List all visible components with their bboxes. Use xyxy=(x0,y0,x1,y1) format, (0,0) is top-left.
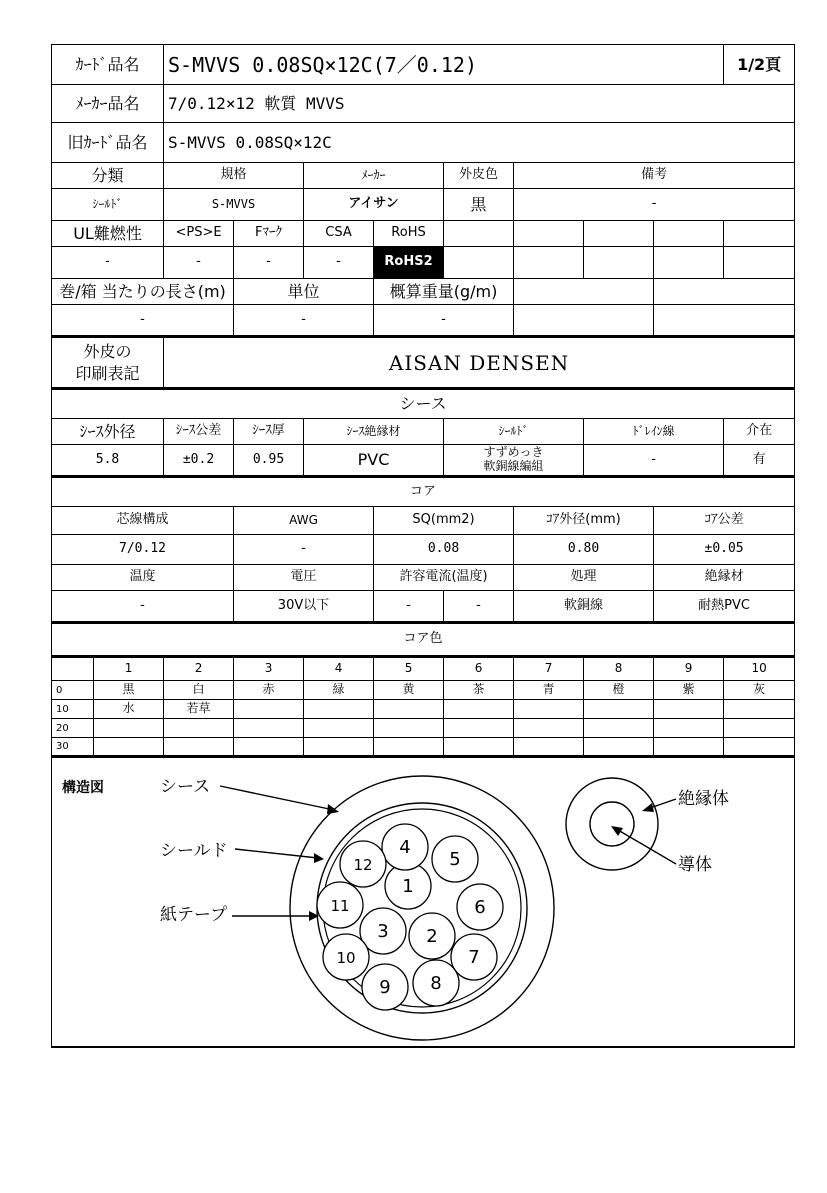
color-col-6: 6 xyxy=(444,657,514,681)
old-card-value: S-MVVS 0.08SQ×12C xyxy=(164,123,795,163)
color-cell: 橙 xyxy=(584,681,654,700)
core-value-temp: - xyxy=(52,591,234,623)
color-col-10: 10 xyxy=(724,657,795,681)
len-value-unit: - xyxy=(234,305,374,337)
sheath-value-shield xyxy=(444,445,584,477)
insulator-circle xyxy=(566,778,658,870)
leader-shield xyxy=(235,849,318,858)
core-color-title: コア色 xyxy=(52,623,795,657)
structure-diagram xyxy=(52,758,793,1044)
color-cell: 赤 xyxy=(234,681,304,700)
core-number-7: 7 xyxy=(468,947,480,968)
color-cell: 若草 xyxy=(164,700,234,719)
core-header-sq: SQ(mm2) xyxy=(374,507,514,535)
core-value-current: - xyxy=(374,591,444,623)
core-number-4: 4 xyxy=(399,837,411,858)
label-shield: シールド xyxy=(160,841,228,861)
sheath-header-od: ｼｰｽ外径 xyxy=(52,419,164,445)
arrowhead-shield xyxy=(314,853,324,863)
sheath-title: シース xyxy=(52,389,795,419)
maker-name-value: 7/0.12×12 軟質 MVVS xyxy=(164,85,795,123)
rohs2-badge: RoHS2 xyxy=(374,247,444,279)
core-value-awg: - xyxy=(234,535,374,565)
core-number-1: 1 xyxy=(402,876,414,897)
sheath-header-material: ｼｰｽ絶縁材 xyxy=(304,419,444,445)
sheath-header-filler: 介在 xyxy=(724,419,795,445)
shield-line1: すずめっき xyxy=(483,445,544,460)
label-sheath: シース xyxy=(160,777,211,797)
cable-spec-sheet xyxy=(51,44,794,1064)
color-col-8: 8 xyxy=(584,657,654,681)
sheath-value-drain: - xyxy=(584,445,724,477)
len-value-length: - xyxy=(52,305,234,337)
color-col-4: 4 xyxy=(304,657,374,681)
sheath-value-tol: ±0.2 xyxy=(164,445,234,477)
color-row-label-30: 30 xyxy=(52,738,94,757)
core-number-6: 6 xyxy=(474,897,486,918)
leader-sheath xyxy=(220,786,334,810)
std-value-pse: - xyxy=(164,247,234,279)
std-value-ul: - xyxy=(52,247,164,279)
arrowhead-conductor xyxy=(611,826,623,836)
class-value-standard: S-MVVS xyxy=(164,189,304,221)
color-cell: 白 xyxy=(164,681,234,700)
label-paper-tape: 紙テープ xyxy=(160,905,228,925)
class-value-category: ｼｰﾙﾄﾞ xyxy=(52,189,164,221)
shield-line2: 軟銅線編組 xyxy=(483,459,544,473)
core-header-temp: 温度 xyxy=(52,565,234,591)
len-value-weight: - xyxy=(374,305,514,337)
sheath-header-thick: ｼｰｽ厚 xyxy=(234,419,304,445)
cable-cross-section xyxy=(290,776,554,1040)
class-value-color: 黒 xyxy=(444,189,514,221)
print-label xyxy=(52,337,164,389)
color-col-9: 9 xyxy=(654,657,724,681)
single-core-detail xyxy=(566,778,729,875)
std-value-fmark: - xyxy=(234,247,304,279)
core-number-9: 9 xyxy=(379,977,391,998)
std-header-csa: CSA xyxy=(304,221,374,247)
std-header-rohs: RoHS xyxy=(374,221,444,247)
sheath-value-thick: 0.95 xyxy=(234,445,304,477)
len-header-weight: 概算重量(g/m) xyxy=(374,279,514,305)
core-number-10: 10 xyxy=(336,949,356,967)
arrowhead-insulator xyxy=(642,803,654,812)
core-header-od: ｺｱ外径(mm) xyxy=(514,507,654,535)
color-cell: 茶 xyxy=(444,681,514,700)
core-value-tol: ±0.05 xyxy=(654,535,795,565)
core-number-5: 5 xyxy=(449,849,461,870)
color-col-5: 5 xyxy=(374,657,444,681)
class-header-remarks: 備考 xyxy=(514,163,795,189)
std-header-ul: UL難燃性 xyxy=(52,221,164,247)
core-number-11: 11 xyxy=(330,897,350,915)
core-header-current: 許容電流(温度) xyxy=(374,565,514,591)
print-text: AISAN DENSEN xyxy=(164,337,795,389)
page-label: 1/2頁 xyxy=(724,45,795,85)
color-col-1: 1 xyxy=(94,657,164,681)
label-insulator: 絶縁体 xyxy=(678,789,729,809)
structure-diagram-cell xyxy=(52,757,795,1048)
arrowhead-sheath xyxy=(327,804,339,814)
print-label-line2: 印刷表記 xyxy=(75,363,140,383)
spec-table xyxy=(51,44,795,1048)
sheath-value-od: 5.8 xyxy=(52,445,164,477)
class-header-color: 外皮色 xyxy=(444,163,514,189)
color-col-7: 7 xyxy=(514,657,584,681)
core-value-current-temp: - xyxy=(444,591,514,623)
maker-name-label: ﾒｰｶｰ品名 xyxy=(52,85,164,123)
color-col-3: 3 xyxy=(234,657,304,681)
color-cell: 紫 xyxy=(654,681,724,700)
core-value-od: 0.80 xyxy=(514,535,654,565)
sheath-header-tol: ｼｰｽ公差 xyxy=(164,419,234,445)
class-header-standard: 規格 xyxy=(164,163,304,189)
core-header-tol: ｺｱ公差 xyxy=(654,507,795,535)
core-value-sq: 0.08 xyxy=(374,535,514,565)
len-header-length: 巻/箱 当たりの長さ(m) xyxy=(52,279,234,305)
color-cell: 水 xyxy=(94,700,164,719)
sheath-value-filler: 有 xyxy=(724,445,795,477)
color-cell: 灰 xyxy=(724,681,795,700)
color-row-label-0: 0 xyxy=(52,681,94,700)
std-header-pse: <PS>E xyxy=(164,221,234,247)
sheath-header-drain: ﾄﾞﾚｲﾝ線 xyxy=(584,419,724,445)
core-value-treatment: 軟銅線 xyxy=(514,591,654,623)
len-header-unit: 単位 xyxy=(234,279,374,305)
color-cell: 黒 xyxy=(94,681,164,700)
core-value-voltage: 30V以下 xyxy=(234,591,374,623)
color-row-label-10: 10 xyxy=(52,700,94,719)
core-header-treatment: 処理 xyxy=(514,565,654,591)
core-header-strand: 芯線構成 xyxy=(52,507,234,535)
core-header-awg: AWG xyxy=(234,507,374,535)
sheath-value-material: PVC xyxy=(304,445,444,477)
core-value-strand: 7/0.12 xyxy=(52,535,234,565)
leader-conductor xyxy=(618,830,676,864)
structure-title: 構造図 xyxy=(62,780,104,796)
core-number-3: 3 xyxy=(377,921,389,942)
color-cell: 緑 xyxy=(304,681,374,700)
sheath-header-shield: ｼｰﾙﾄﾞ xyxy=(444,419,584,445)
class-value-remarks: - xyxy=(514,189,795,221)
core-value-insulation: 耐熱PVC xyxy=(654,591,795,623)
core-number-12: 12 xyxy=(353,856,373,874)
core-number-2: 2 xyxy=(426,926,438,947)
std-header-fmark: Fﾏｰｸ xyxy=(234,221,304,247)
core-group xyxy=(317,824,503,1010)
std-value-csa: - xyxy=(304,247,374,279)
conductor-circle xyxy=(590,802,634,846)
core-title: コア xyxy=(52,477,795,507)
class-value-maker: アイサン xyxy=(304,189,444,221)
core-header-insulation: 絶縁材 xyxy=(654,565,795,591)
card-name-value: S-MVVS 0.08SQ×12C(7／0.12) xyxy=(164,45,724,85)
label-conductor: 導体 xyxy=(678,855,712,875)
print-label-line1: 外皮の xyxy=(83,341,132,361)
color-cell: 青 xyxy=(514,681,584,700)
color-row-label-20: 20 xyxy=(52,719,94,738)
card-name-label: ｶｰﾄﾞ品名 xyxy=(52,45,164,85)
core-header-voltage: 電圧 xyxy=(234,565,374,591)
old-card-label: 旧ｶｰﾄﾞ品名 xyxy=(52,123,164,163)
color-cell: 黄 xyxy=(374,681,444,700)
core-number-8: 8 xyxy=(430,973,442,994)
class-header-maker: ﾒｰｶｰ xyxy=(304,163,444,189)
color-col-2: 2 xyxy=(164,657,234,681)
class-header-category: 分類 xyxy=(52,163,164,189)
